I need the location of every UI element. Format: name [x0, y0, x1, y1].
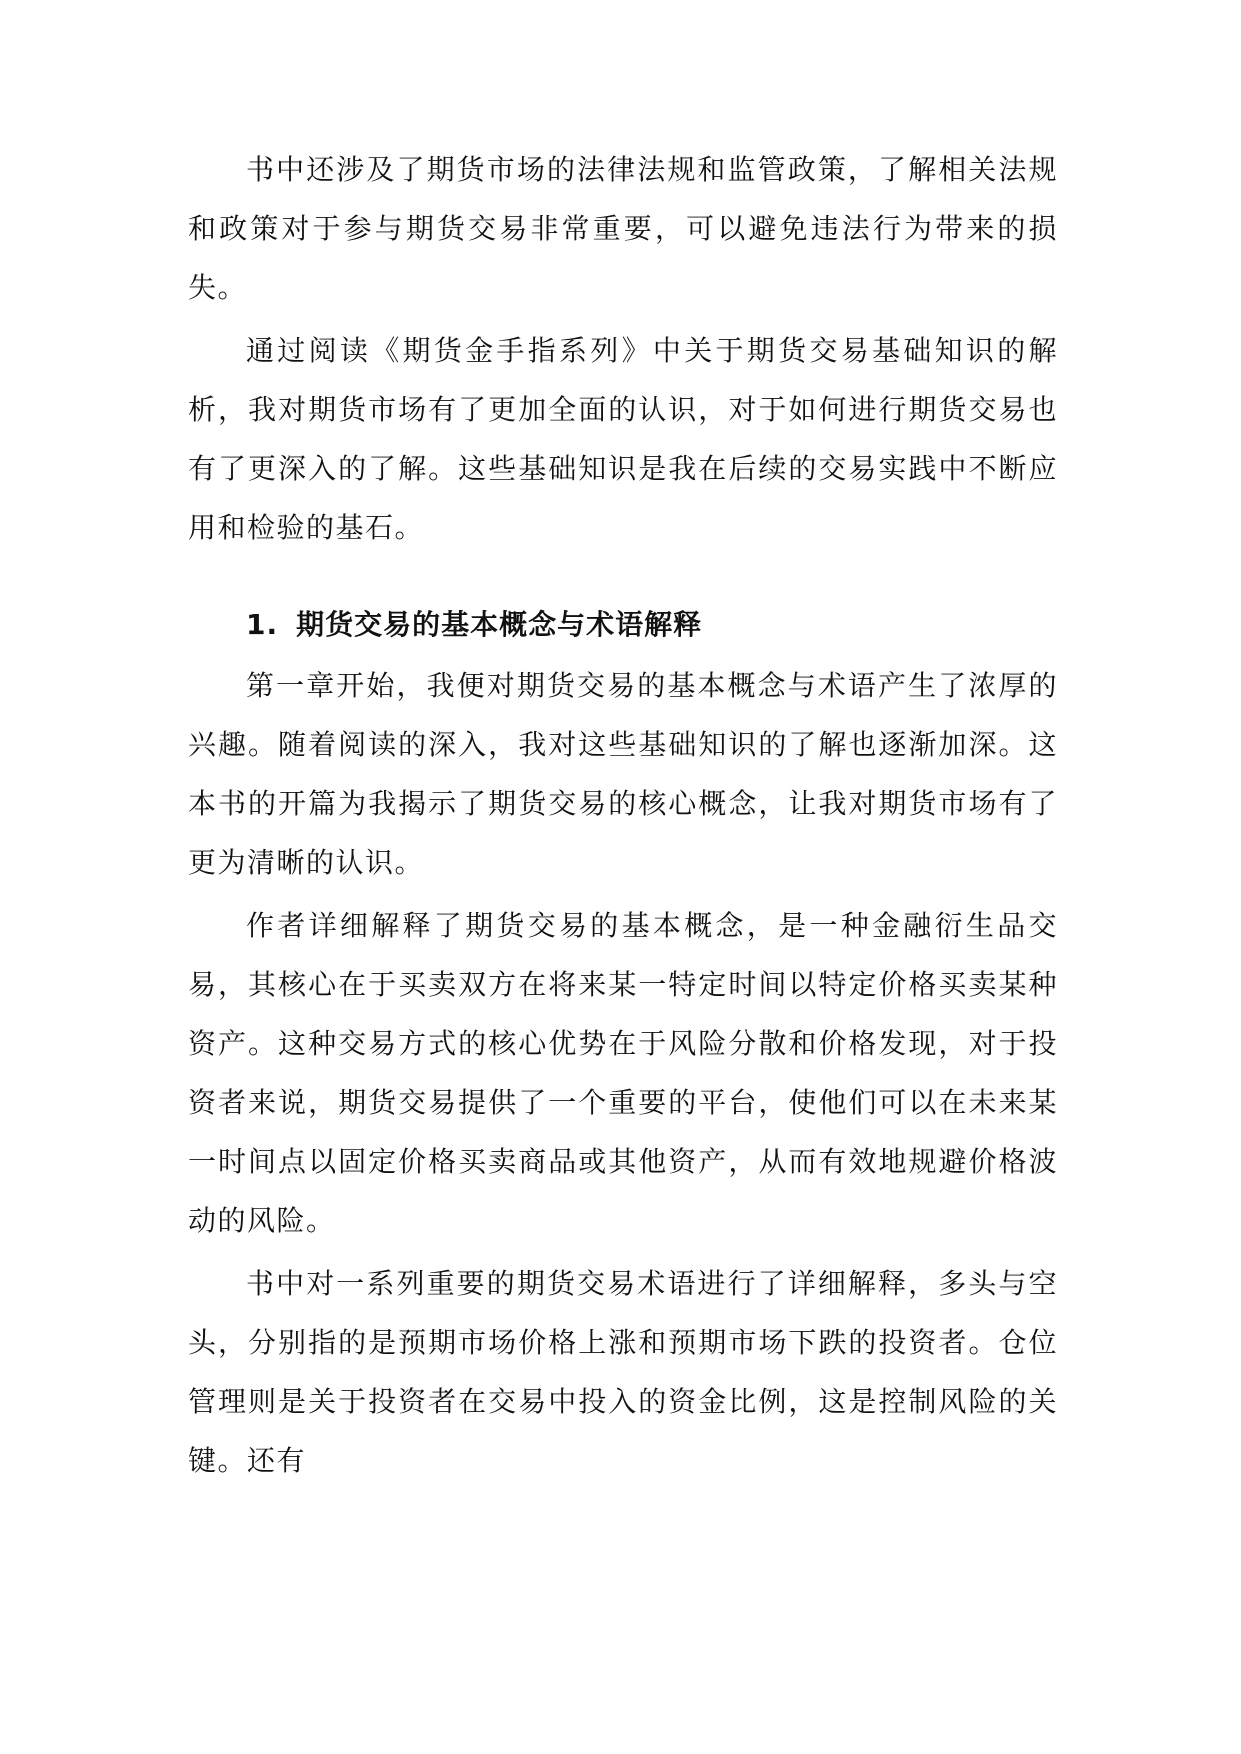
paragraph-terminology: 书中对一系列重要的期货交易术语进行了详细解释，多头与空头，分别指的是预期市场价格上涨和预期市场下跌的投资者。仓位管理则是关于投资者在交易中投入的资金比例，这是控制风险的关键。还有	[188, 1267, 1058, 1477]
section-number: 1.	[246, 608, 279, 641]
paragraph-chapter-one-intro: 第一章开始，我便对期货交易的基本概念与术语产生了浓厚的兴趣。随着阅读的深入，我对这些基础知识的了解也逐渐加深。这本书的开篇为我揭示了期货交易的核心概念，让我对期货市场有了更为清晰的认识。	[188, 669, 1058, 879]
section-title: 期货交易的基本概念与术语解释	[296, 608, 703, 641]
document-body	[188, 140, 1058, 1494]
paragraph-reading-summary: 通过阅读《期货金手指系列》中关于期货交易基础知识的解析，我对期货市场有了更加全面的认识，对于如何进行期货交易也有了更深入的了解。这些基础知识是我在后续的交易实践中不断应用和检验的基石。	[188, 334, 1058, 544]
paragraph-legal-regulations: 书中还涉及了期货市场的法律法规和监管政策，了解相关法规和政策对于参与期货交易非常重要，可以避免违法行为带来的损失。	[188, 153, 1058, 304]
section-heading	[188, 595, 1058, 654]
paragraph-basic-concepts: 作者详细解释了期货交易的基本概念，是一种金融衍生品交易，其核心在于买卖双方在将来某一特定时间以特定价格买卖某种资产。这种交易方式的核心优势在于风险分散和价格发现，对于投资者来说，期货交易提供了一个重要的平台，使他们可以在未来某一时间点以固定价格买卖商品或其他资产，从而有效地规避价格波动的风险。	[188, 909, 1058, 1237]
